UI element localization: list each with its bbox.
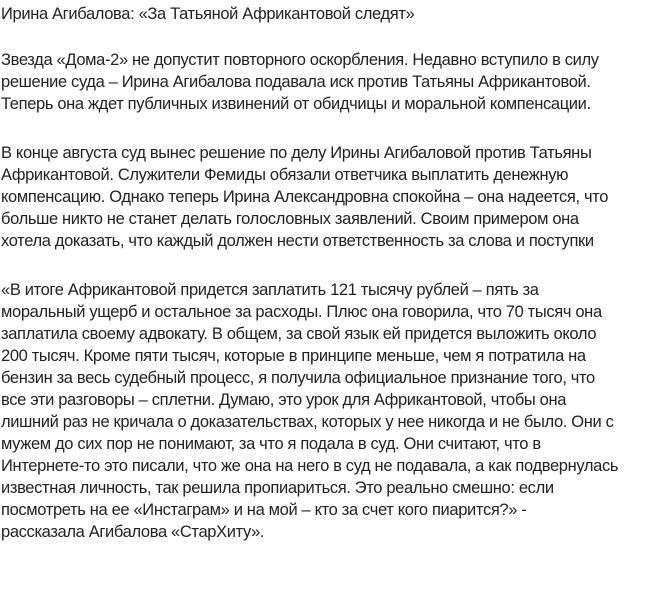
paragraph-line: моральный ущерб и остальное за расходы. Плюс она говорила, что 70 тысяч она — [1, 303, 602, 321]
article-paragraph — [1, 142, 670, 252]
paragraph-line: заплатила своему адвокату. В общем, за свой язык ей придется выложить около — [1, 325, 597, 343]
article-paragraph — [1, 49, 670, 115]
paragraph-line: компенсацию. Однако теперь Ирина Александровна спокойна – она надеется, что — [1, 188, 609, 206]
paragraph-line: решение суда – Ирина Агибалова подавала иск против Татьяны Африкантовой. — [1, 73, 591, 91]
paragraph-line: бензин за весь судебный процесс, я получила официальное признание того, что — [1, 369, 595, 387]
paragraph-line: В конце августа суд вынес решение по делу Ирины Агибаловой против Татьяны — [1, 144, 592, 162]
paragraph-line: известная личность, так решила пропиариться. Это реально смешно: если — [1, 479, 554, 497]
paragraph-line: все эти разговоры – сплетни. Думаю, это урок для Африкантовой, чтобы она — [1, 391, 567, 409]
paragraph-line: 200 тысяч. Кроме пяти тысяч, которые в принципе меньше, чем я потратила на — [1, 347, 586, 365]
paragraph-line: Звезда «Дома-2» не допустит повторного оскорбления. Недавно вступило в силу — [1, 51, 599, 69]
article-title: Ирина Агибалова: «За Татьяной Африкантовой следят» — [1, 5, 415, 23]
paragraph-line: «В итоге Африкантовой придется заплатить 121 тысячу рублей – пять за — [1, 281, 539, 299]
paragraph-line: посмотреть на ее «Инстаграм» и на мой – кто за счет кого пиарится?» - — [1, 501, 527, 519]
paragraph-line: Интернете-то это писали, что же она на него в суд не подавала, а как подвернулась — [1, 457, 619, 475]
article-body — [1, 49, 670, 543]
paragraph-line: лишний раз не кричала о доказательствах, которых у нее никогда и не было. Они с — [1, 413, 614, 431]
paragraph-line: мужем до сих пор не понимают, за что я подала в суд. Они считают, что в — [1, 435, 541, 453]
article-paragraph — [1, 279, 670, 543]
paragraph-line: Теперь она ждет публичных извинений от обидчицы и моральной компенсации. — [1, 95, 591, 113]
paragraph-line: хотела доказать, что каждый должен нести ответственность за слова и поступки — [1, 232, 594, 250]
paragraph-line: больше никто не станет делать голословных заявлений. Своим примером она — [1, 210, 579, 228]
paragraph-line: рассказала Агибалова «СтарХиту». — [1, 523, 265, 541]
paragraph-line: Африкантовой. Служители Фемиды обязали ответчика выплатить денежную — [1, 166, 569, 184]
